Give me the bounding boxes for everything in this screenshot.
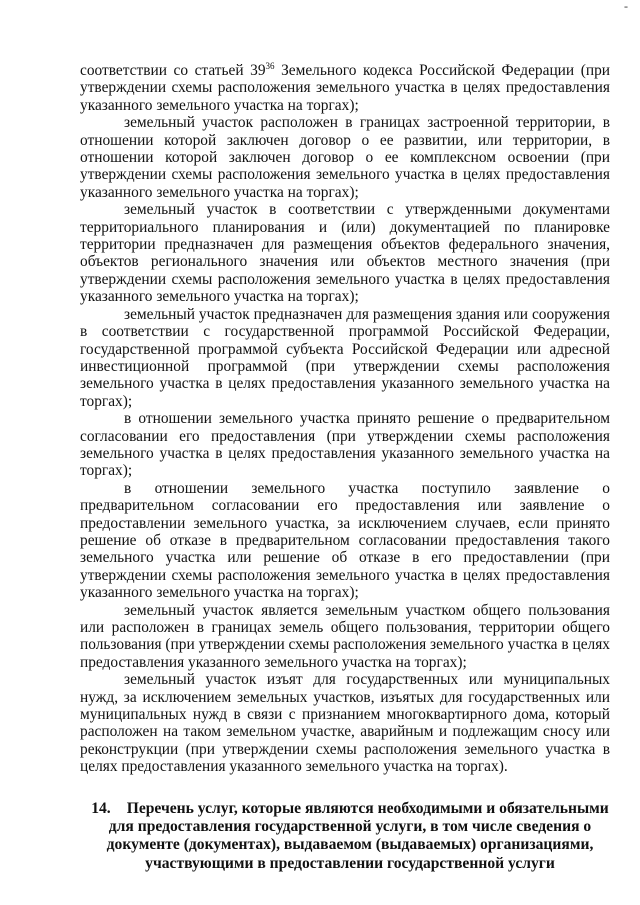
paragraph: земельный участок предназначен для размещения здания или сооружения в соответствии с государственной программой Российской Федерации, государственной программой субъекта Российской Федерации или адресной инвестиционной программой (при утверждении схемы расположения земельного участка в целях предоставления указанного земельного участка на торгах); xyxy=(80,305,610,410)
paragraph-text: Земельного кодекса Российской Федерации (при утверждении схемы расположения земельного участка в целях предоставления указанного земельного участка на торгах); xyxy=(80,62,610,114)
section-number: 14. xyxy=(91,799,111,817)
paragraph: в отношении земельного участка поступило заявление о предварительном согласовании его предоставления или заявление о предоставлении земельного участка, за исключением случаев, если принято решение об отказе в предварительном согласовании предоставления такого земельного участка или решение об отказе в его предоставлении (при утверждении схемы расположения земельного участка в целях предоставления указанного земельного участка на торгах); xyxy=(80,479,610,602)
paragraph: в отношении земельного участка принято решение о предварительном согласовании его предоставления (при утверждении схемы расположения земельного участка в целях предоставления указанного земельного участка на торгах); xyxy=(80,410,610,480)
section-title-text: Перечень услуг, которые являются необходимыми и обязательными xyxy=(126,799,609,817)
paragraph-text: соответствии со статьей 39 xyxy=(80,62,266,79)
document-body xyxy=(80,62,610,776)
section-title-line: для предоставления государственной услуги, в том числе сведения о xyxy=(108,818,592,836)
section-title-line: участвующими в предоставлении государственной услуги xyxy=(145,854,555,872)
paragraph: земельный участок является земельным участком общего пользования или расположен в границах земель общего пользования, территории общего пользования (при утверждении схемы расположения земельного участка в целях предоставления указанного земельного участка на торгах); xyxy=(80,601,610,671)
superscript: 36 xyxy=(265,60,275,71)
paragraph xyxy=(80,62,610,114)
corner-mark: - xyxy=(624,0,628,13)
paragraph: земельный участок изъят для государственных или муниципальных нужд, за исключением земельных участков, изъятых для государственных или муниципальных нужд в связи с признанием многоквартирного дома, который расположен на таком земельном участке, аварийным и подлежащим сносу или реконструкции (при утверждении схемы расположения земельного участка в целях предоставления указанного земельного участка на торгах). xyxy=(80,671,610,776)
paragraph: земельный участок в соответствии с утвержденными документами территориального планирования и (или) документацией по планировке территории предназначен для размещения объектов федерального значения, объектов регионального значения или объектов местного значения (при утверждении схемы расположения земельного участка в целях предоставления указанного земельного участка на торгах); xyxy=(80,201,610,306)
section-heading xyxy=(80,800,610,874)
section-title-line xyxy=(90,800,610,818)
paragraph: земельный участок расположен в границах застроенной территории, в отношении которой заключен договор о ее развитии, или территории, в отношении которой заключен договор о ее комплексном освоении (при утверждении схемы расположения земельного участка в целях предоставления указанного земельного участка на торгах); xyxy=(80,114,610,201)
section-title-line: документе (документах), выдаваемом (выдаваемых) организациями, xyxy=(106,836,594,854)
